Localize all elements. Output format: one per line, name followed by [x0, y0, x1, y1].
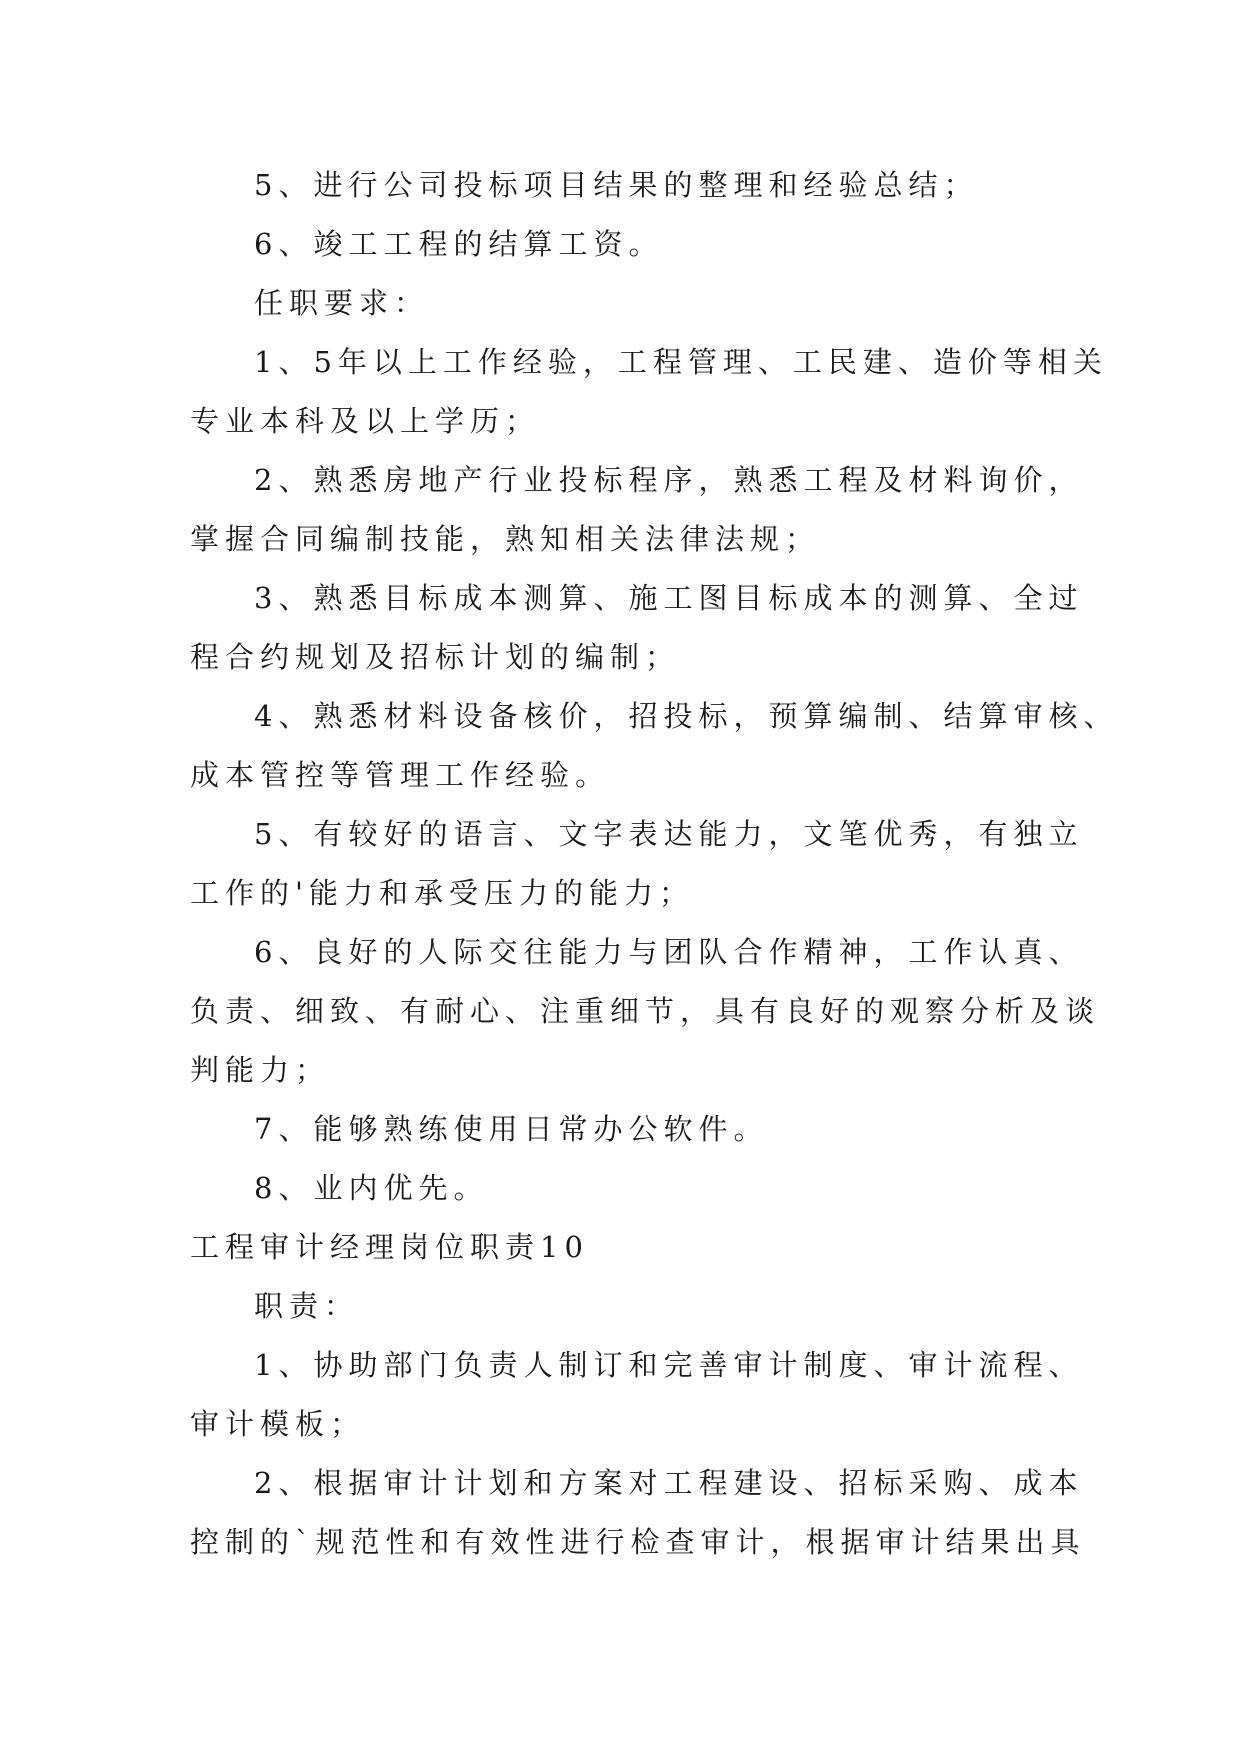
text-line: 6、竣工工程的结算工资。 — [254, 227, 664, 261]
section-heading: 任职要求： — [254, 286, 430, 320]
text-line: 7、能够熟练使用日常办公软件。 — [254, 1112, 769, 1146]
text-line: 程合约规划及招标计划的编制； — [190, 640, 681, 674]
section-title: 工程审计经理岗位职责10 — [190, 1230, 589, 1264]
text-line: 3、熟悉目标成本测算、施工图目标成本的测算、全过 — [254, 581, 1084, 615]
text-line: 成本管控等管理工作经验。 — [190, 758, 611, 792]
text-line: 判能力； — [190, 1053, 331, 1087]
section-heading: 职责： — [254, 1289, 360, 1323]
text-line: 6、良好的人际交往能力与团队合作精神，工作认真、 — [254, 935, 1084, 969]
text-line: 专业本科及以上学历； — [190, 404, 541, 438]
text-line: 控制的`规范性和有效性进行检查审计，根据审计结果出具 — [190, 1525, 1086, 1559]
text-line: 2、熟悉房地产行业投标程序，熟悉工程及材料询价， — [254, 463, 1084, 497]
text-line: 掌握合同编制技能，熟知相关法律法规； — [190, 522, 821, 556]
text-line: 1、协助部门负责人制订和完善审计制度、审计流程、 — [254, 1348, 1084, 1382]
text-line: 1、5年以上工作经验，工程管理、工民建、造价等相关 — [254, 345, 1108, 379]
text-line: 5、有较好的语言、文字表达能力，文笔优秀，有独立 — [254, 817, 1084, 851]
text-line: 5、进行公司投标项目结果的整理和经验总结； — [254, 168, 979, 202]
text-line: 2、根据审计计划和方案对工程建设、招标采购、成本 — [254, 1466, 1084, 1500]
text-line: 4、熟悉材料设备核价，招投标，预算编制、结算审核、 — [254, 699, 1119, 733]
text-line: 8、业内优先。 — [254, 1171, 489, 1205]
text-line: 工作的'能力和承受压力的能力； — [190, 876, 694, 910]
text-line: 负责、细致、有耐心、注重细节，具有良好的观察分析及谈 — [190, 994, 1101, 1028]
text-line: 审计模板； — [190, 1407, 366, 1441]
